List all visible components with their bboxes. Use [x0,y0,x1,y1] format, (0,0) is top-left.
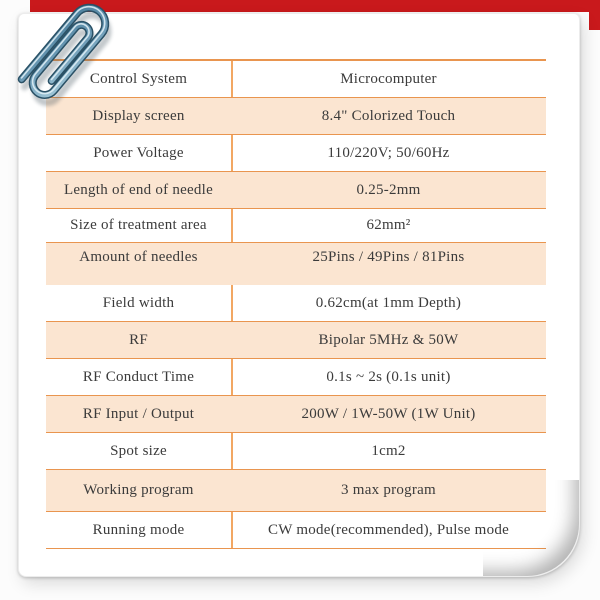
spec-label-cell: Amount of needles [79,249,198,265]
background-red-strip [30,0,600,12]
table-row [46,285,546,322]
table-row [46,470,546,512]
spec-value-cell: 62mm² [366,217,411,233]
table-row [46,433,546,470]
spec-value-cell: CW mode(recommended), Pulse mode [268,521,509,538]
spec-label-cell: Running mode [92,521,185,538]
spec-value-cell: 110/220V; 50/60Hz [327,144,450,161]
spec-label-cell: RF Input / Output [82,405,195,422]
spec-value-cell: 3 max program [341,482,436,498]
spec-value-cell: 1cm2 [371,442,406,459]
table-row [46,359,546,396]
spec-label-cell: RF Conduct Time [82,368,195,385]
spec-label-cell: Working program [83,482,194,498]
spec-value-cell: 25Pins / 49Pins / 81Pins [312,249,465,265]
spec-label-cell: Display screen [92,107,185,124]
spec-label-cell: Size of treatment area [70,217,207,233]
note-paper [18,13,580,577]
spec-value-cell: 0.1s ~ 2s (0.1s unit) [326,368,451,385]
spec-label-cell: Control System [89,70,188,87]
table-row [46,61,546,98]
spec-value-cell: Bipolar 5MHz & 50W [318,331,459,348]
spec-value-cell: 8.4" Colorized Touch [321,107,456,124]
spec-value-cell: 0.25-2mm [356,181,421,198]
table-row [46,512,546,549]
page-curl [483,480,579,576]
table-row [46,396,546,433]
specification-table [46,59,546,549]
spec-label-cell: Length of end of needle [63,181,214,198]
spec-value-cell: Microcomputer [340,70,437,87]
table-row [46,322,546,359]
spec-value-cell: 200W / 1W-50W (1W Unit) [301,405,476,422]
spec-label-cell: Spot size [110,442,167,459]
table-row [46,209,546,243]
spec-label-cell: Field width [102,294,175,311]
table-row [46,172,546,209]
spec-label-cell: RF [129,331,148,348]
table-row [46,135,546,172]
background-red-strip-corner [589,0,600,30]
table-row [46,98,546,135]
spec-value-cell: 0.62cm(at 1mm Depth) [315,294,462,311]
table-row [46,243,546,285]
spec-label-cell: Power Voltage [93,144,184,161]
